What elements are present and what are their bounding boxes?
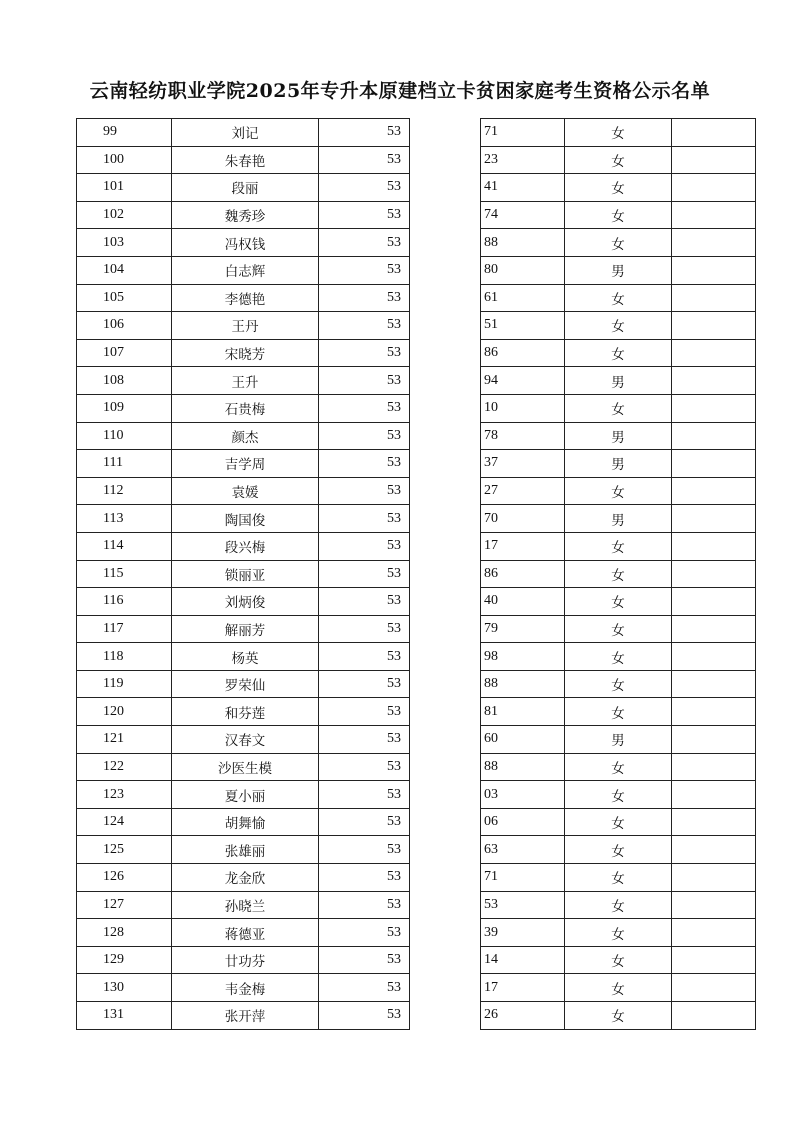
gender-cell: 女 [565,394,672,422]
row-number-cell: 129 [77,946,172,974]
gender-cell: 男 [565,726,672,754]
table-row [77,753,756,781]
gender-cell: 女 [565,119,672,147]
redacted-gap-cell [410,367,481,395]
redacted-gap-cell [410,119,481,147]
table-row [77,670,756,698]
remarks-cell [672,1002,756,1030]
gender-cell: 女 [565,339,672,367]
gender-cell: 女 [565,532,672,560]
roster-table-body [77,119,756,1030]
remarks-cell [672,919,756,947]
remarks-cell [672,146,756,174]
student-name-cell: 王升 [172,367,319,395]
id-prefix-cell: 53 [319,643,410,671]
student-name-cell: 冯权钱 [172,229,319,257]
student-name-cell: 王丹 [172,312,319,340]
table-row [77,836,756,864]
redacted-gap-cell [410,284,481,312]
student-name-cell: 段丽 [172,174,319,202]
table-row [77,919,756,947]
student-name-cell: 刘炳俊 [172,588,319,616]
id-prefix-cell: 53 [319,174,410,202]
gender-cell: 女 [565,781,672,809]
remarks-cell [672,505,756,533]
redacted-gap-cell [410,505,481,533]
id-suffix-cell: 06 [481,808,565,836]
remarks-cell [672,284,756,312]
student-name-cell: 罗荣仙 [172,670,319,698]
gender-cell: 女 [565,174,672,202]
id-prefix-cell: 53 [319,836,410,864]
table-row [77,256,756,284]
redacted-gap-cell [410,588,481,616]
table-row [77,974,756,1002]
id-suffix-cell: 03 [481,781,565,809]
gender-cell: 男 [565,256,672,284]
remarks-cell [672,339,756,367]
redacted-gap-cell [410,450,481,478]
student-name-cell: 白志辉 [172,256,319,284]
remarks-cell [672,450,756,478]
gender-cell: 男 [565,450,672,478]
gender-cell: 女 [565,864,672,892]
remarks-cell [672,532,756,560]
student-name-cell: 颜杰 [172,422,319,450]
remarks-cell [672,588,756,616]
id-suffix-cell: 26 [481,1002,565,1030]
id-prefix-cell: 53 [319,312,410,340]
table-row [77,229,756,257]
table-row [77,450,756,478]
id-prefix-cell: 53 [319,284,410,312]
remarks-cell [672,201,756,229]
redacted-gap-cell [410,174,481,202]
gender-cell: 女 [565,1002,672,1030]
remarks-cell [672,394,756,422]
id-suffix-cell: 61 [481,284,565,312]
gender-cell: 女 [565,946,672,974]
remarks-cell [672,256,756,284]
id-suffix-cell: 86 [481,339,565,367]
row-number-cell: 122 [77,753,172,781]
student-name-cell: 杨英 [172,643,319,671]
row-number-cell: 103 [77,229,172,257]
remarks-cell [672,864,756,892]
row-number-cell: 104 [77,256,172,284]
student-name-cell: 段兴梅 [172,532,319,560]
gender-cell: 女 [565,891,672,919]
gender-cell: 女 [565,588,672,616]
id-prefix-cell: 53 [319,588,410,616]
id-prefix-cell: 53 [319,532,410,560]
row-number-cell: 105 [77,284,172,312]
remarks-cell [672,670,756,698]
gender-cell: 女 [565,836,672,864]
table-row [77,1002,756,1030]
id-suffix-cell: 53 [481,891,565,919]
id-suffix-cell: 88 [481,670,565,698]
id-suffix-cell: 71 [481,864,565,892]
row-number-cell: 106 [77,312,172,340]
table-row [77,532,756,560]
gender-cell: 女 [565,201,672,229]
row-number-cell: 127 [77,891,172,919]
row-number-cell: 130 [77,974,172,1002]
redacted-gap-cell [410,312,481,340]
id-suffix-cell: 10 [481,394,565,422]
id-prefix-cell: 53 [319,919,410,947]
table-row [77,864,756,892]
row-number-cell: 126 [77,864,172,892]
row-number-cell: 119 [77,670,172,698]
id-suffix-cell: 51 [481,312,565,340]
gender-cell: 女 [565,643,672,671]
remarks-cell [672,781,756,809]
table-row [77,891,756,919]
redacted-gap-cell [410,532,481,560]
table-row [77,808,756,836]
redacted-gap-cell [410,146,481,174]
id-suffix-cell: 80 [481,256,565,284]
roster-table [76,118,756,1030]
id-suffix-cell: 78 [481,422,565,450]
student-name-cell: 魏秀珍 [172,201,319,229]
student-name-cell: 袁媛 [172,477,319,505]
gender-cell: 女 [565,670,672,698]
row-number-cell: 111 [77,450,172,478]
id-prefix-cell: 53 [319,256,410,284]
row-number-cell: 131 [77,1002,172,1030]
gender-cell: 女 [565,229,672,257]
gender-cell: 女 [565,312,672,340]
id-suffix-cell: 81 [481,698,565,726]
table-row [77,505,756,533]
redacted-gap-cell [410,698,481,726]
table-row [77,201,756,229]
id-suffix-cell: 86 [481,560,565,588]
table-row [77,615,756,643]
student-name-cell: 宋晓芳 [172,339,319,367]
id-suffix-cell: 40 [481,588,565,616]
id-suffix-cell: 98 [481,643,565,671]
table-row [77,588,756,616]
gender-cell: 女 [565,698,672,726]
id-prefix-cell: 53 [319,201,410,229]
id-prefix-cell: 53 [319,477,410,505]
id-prefix-cell: 53 [319,808,410,836]
id-prefix-cell: 53 [319,753,410,781]
remarks-cell [672,312,756,340]
table-row [77,312,756,340]
table-row [77,422,756,450]
id-suffix-cell: 60 [481,726,565,754]
remarks-cell [672,477,756,505]
table-row [77,643,756,671]
row-number-cell: 99 [77,119,172,147]
student-name-cell: 蒋德亚 [172,919,319,947]
id-prefix-cell: 53 [319,119,410,147]
student-name-cell: 沙医生模 [172,753,319,781]
student-name-cell: 汉春文 [172,726,319,754]
redacted-gap-cell [410,394,481,422]
remarks-cell [672,229,756,257]
id-prefix-cell: 53 [319,394,410,422]
student-name-cell: 解丽芳 [172,615,319,643]
table-row [77,146,756,174]
row-number-cell: 123 [77,781,172,809]
id-suffix-cell: 27 [481,477,565,505]
student-name-cell: 韦金梅 [172,974,319,1002]
gender-cell: 女 [565,560,672,588]
id-prefix-cell: 53 [319,726,410,754]
table-row [77,698,756,726]
redacted-gap-cell [410,670,481,698]
student-name-cell: 张雄丽 [172,836,319,864]
id-prefix-cell: 53 [319,781,410,809]
row-number-cell: 128 [77,919,172,947]
id-prefix-cell: 53 [319,864,410,892]
id-suffix-cell: 39 [481,919,565,947]
id-prefix-cell: 53 [319,670,410,698]
row-number-cell: 100 [77,146,172,174]
student-name-cell: 和芬莲 [172,698,319,726]
row-number-cell: 113 [77,505,172,533]
gender-cell: 女 [565,974,672,1002]
row-number-cell: 108 [77,367,172,395]
id-prefix-cell: 53 [319,891,410,919]
row-number-cell: 118 [77,643,172,671]
redacted-gap-cell [410,946,481,974]
gender-cell: 女 [565,615,672,643]
id-prefix-cell: 53 [319,1002,410,1030]
remarks-cell [672,808,756,836]
redacted-gap-cell [410,201,481,229]
row-number-cell: 110 [77,422,172,450]
id-suffix-cell: 94 [481,367,565,395]
id-prefix-cell: 53 [319,946,410,974]
id-prefix-cell: 53 [319,339,410,367]
redacted-gap-cell [410,615,481,643]
gender-cell: 女 [565,477,672,505]
table-row [77,174,756,202]
row-number-cell: 101 [77,174,172,202]
table-row [77,339,756,367]
remarks-cell [672,946,756,974]
redacted-gap-cell [410,1002,481,1030]
remarks-cell [672,643,756,671]
redacted-gap-cell [410,422,481,450]
remarks-cell [672,726,756,754]
id-prefix-cell: 53 [319,450,410,478]
table-row [77,560,756,588]
page-title: 云南轻纺职业学院2025年专升本原建档立卡贫困家庭考生资格公示名单 [89,80,711,102]
table-row [77,946,756,974]
remarks-cell [672,174,756,202]
id-suffix-cell: 74 [481,201,565,229]
id-suffix-cell: 70 [481,505,565,533]
gender-cell: 女 [565,919,672,947]
row-number-cell: 120 [77,698,172,726]
remarks-cell [672,753,756,781]
row-number-cell: 125 [77,836,172,864]
id-prefix-cell: 53 [319,229,410,257]
id-suffix-cell: 17 [481,532,565,560]
student-name-cell: 李德艳 [172,284,319,312]
id-prefix-cell: 53 [319,146,410,174]
row-number-cell: 109 [77,394,172,422]
student-name-cell: 廿功芬 [172,946,319,974]
redacted-gap-cell [410,339,481,367]
gender-cell: 女 [565,284,672,312]
gender-cell: 女 [565,146,672,174]
redacted-gap-cell [410,891,481,919]
redacted-gap-cell [410,229,481,257]
redacted-gap-cell [410,836,481,864]
student-name-cell: 胡舞愉 [172,808,319,836]
student-name-cell: 夏小丽 [172,781,319,809]
remarks-cell [672,367,756,395]
id-prefix-cell: 53 [319,505,410,533]
remarks-cell [672,836,756,864]
row-number-cell: 114 [77,532,172,560]
redacted-gap-cell [410,256,481,284]
id-suffix-cell: 71 [481,119,565,147]
row-number-cell: 102 [77,201,172,229]
redacted-gap-cell [410,753,481,781]
redacted-gap-cell [410,974,481,1002]
remarks-cell [672,974,756,1002]
gender-cell: 女 [565,753,672,781]
redacted-gap-cell [410,919,481,947]
student-name-cell: 张开萍 [172,1002,319,1030]
id-suffix-cell: 79 [481,615,565,643]
remarks-cell [672,422,756,450]
id-suffix-cell: 17 [481,974,565,1002]
id-suffix-cell: 88 [481,753,565,781]
remarks-cell [672,698,756,726]
table-row [77,284,756,312]
id-suffix-cell: 88 [481,229,565,257]
gender-cell: 男 [565,505,672,533]
gender-cell: 男 [565,422,672,450]
id-suffix-cell: 41 [481,174,565,202]
id-prefix-cell: 53 [319,615,410,643]
id-prefix-cell: 53 [319,560,410,588]
student-name-cell: 孙晓兰 [172,891,319,919]
table-row [77,477,756,505]
redacted-gap-cell [410,643,481,671]
row-number-cell: 107 [77,339,172,367]
id-suffix-cell: 37 [481,450,565,478]
remarks-cell [672,891,756,919]
student-name-cell: 陶国俊 [172,505,319,533]
redacted-gap-cell [410,864,481,892]
student-name-cell: 锁丽亚 [172,560,319,588]
student-name-cell: 刘记 [172,119,319,147]
row-number-cell: 115 [77,560,172,588]
row-number-cell: 124 [77,808,172,836]
row-number-cell: 116 [77,588,172,616]
remarks-cell [672,615,756,643]
redacted-gap-cell [410,477,481,505]
id-prefix-cell: 53 [319,974,410,1002]
redacted-gap-cell [410,560,481,588]
table-row [77,119,756,147]
id-prefix-cell: 53 [319,698,410,726]
redacted-gap-cell [410,781,481,809]
gender-cell: 男 [565,367,672,395]
student-name-cell: 龙金欣 [172,864,319,892]
redacted-gap-cell [410,808,481,836]
table-row [77,726,756,754]
row-number-cell: 121 [77,726,172,754]
table-row [77,394,756,422]
student-name-cell: 石贵梅 [172,394,319,422]
student-name-cell: 朱春艳 [172,146,319,174]
remarks-cell [672,560,756,588]
student-name-cell: 吉学周 [172,450,319,478]
remarks-cell [672,119,756,147]
id-prefix-cell: 53 [319,367,410,395]
gender-cell: 女 [565,808,672,836]
table-row [77,781,756,809]
row-number-cell: 117 [77,615,172,643]
row-number-cell: 112 [77,477,172,505]
id-suffix-cell: 63 [481,836,565,864]
id-suffix-cell: 14 [481,946,565,974]
redacted-gap-cell [410,726,481,754]
id-suffix-cell: 23 [481,146,565,174]
table-row [77,367,756,395]
id-prefix-cell: 53 [319,422,410,450]
